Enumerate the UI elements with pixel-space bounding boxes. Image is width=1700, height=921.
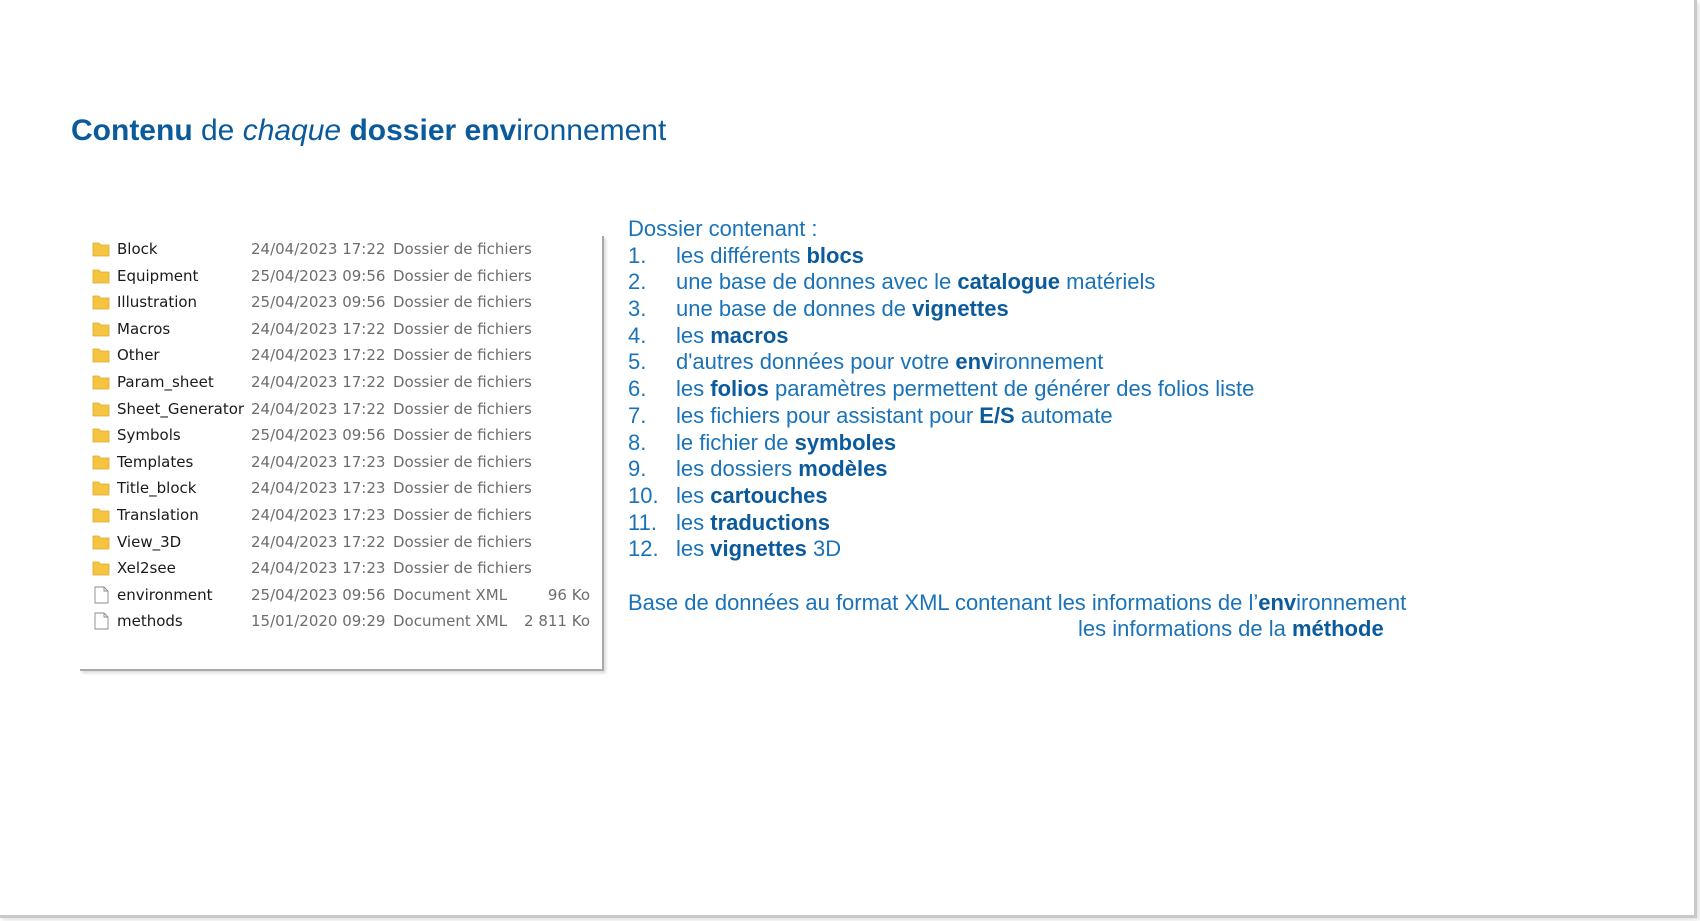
title-word-env: env bbox=[464, 114, 517, 147]
file-type: Dossier de fichiers bbox=[393, 240, 532, 258]
item-text: les dossiers modèles bbox=[676, 456, 888, 482]
item-number: 2. bbox=[628, 269, 647, 295]
file-name: Illustration bbox=[117, 293, 198, 312]
item-text: les vignettes 3D bbox=[676, 536, 842, 562]
spacer bbox=[628, 563, 1628, 590]
item-number: 3. bbox=[628, 296, 647, 322]
item-number: 9. bbox=[628, 456, 647, 482]
item-number: 5. bbox=[628, 349, 647, 375]
item-number: 1. bbox=[628, 242, 647, 268]
xml-document-icon bbox=[92, 612, 110, 630]
list-item bbox=[628, 510, 1628, 537]
file-name: View_3D bbox=[117, 532, 182, 551]
file-date: 24/04/2023 17:22 bbox=[251, 240, 386, 258]
item-text: les folios paramètres permettent de générer des folios liste bbox=[676, 376, 1255, 402]
file-name: environment bbox=[117, 585, 213, 604]
file-date: 24/04/2023 17:23 bbox=[251, 479, 386, 498]
title-word-contenu: Contenu bbox=[71, 114, 193, 147]
file-type: Document XML bbox=[393, 612, 508, 631]
file-name: Symbols bbox=[117, 426, 181, 445]
file-row[interactable] bbox=[80, 582, 602, 608]
list-item bbox=[628, 456, 1628, 483]
list-item bbox=[628, 296, 1628, 323]
folder-icon bbox=[92, 453, 110, 471]
file-date: 24/04/2023 17:23 bbox=[251, 452, 386, 471]
file-row[interactable] bbox=[80, 236, 602, 262]
file-type: Dossier de fichiers bbox=[393, 266, 532, 285]
file-date: 24/04/2023 17:22 bbox=[251, 346, 386, 365]
item-text: le fichier de symboles bbox=[676, 429, 897, 455]
file-row[interactable] bbox=[80, 369, 602, 395]
folder-icon bbox=[92, 320, 110, 338]
folder-description bbox=[628, 216, 1628, 643]
file-row[interactable] bbox=[80, 422, 602, 448]
folder-icon bbox=[92, 293, 110, 311]
file-row[interactable] bbox=[80, 396, 602, 422]
file-name: Macros bbox=[117, 319, 171, 338]
file-row[interactable] bbox=[80, 555, 602, 581]
file-name: Other bbox=[117, 346, 160, 365]
file-name: Xel2see bbox=[117, 559, 176, 578]
file-type: Dossier de fichiers bbox=[393, 426, 532, 445]
list-item bbox=[628, 430, 1628, 457]
item-text: d'autres données pour votre environnement bbox=[676, 349, 1104, 375]
file-name: Equipment bbox=[117, 266, 199, 285]
folder-icon bbox=[92, 267, 110, 285]
list-item bbox=[628, 376, 1628, 403]
file-type: Dossier de fichiers bbox=[393, 506, 532, 524]
folder-icon bbox=[92, 479, 110, 497]
file-type: Dossier de fichiers bbox=[393, 373, 532, 391]
list-item bbox=[628, 243, 1628, 270]
file-row[interactable] bbox=[80, 342, 602, 368]
item-number: 11. bbox=[628, 509, 657, 535]
file-type: Dossier de fichiers bbox=[393, 559, 532, 578]
list-item bbox=[628, 483, 1628, 510]
file-row[interactable] bbox=[80, 449, 602, 475]
item-number: 4. bbox=[628, 322, 647, 348]
folder-icon bbox=[92, 533, 110, 551]
file-date: 24/04/2023 17:23 bbox=[251, 506, 386, 524]
list-item bbox=[628, 349, 1628, 376]
file-name: Sheet_Generator bbox=[117, 399, 245, 418]
file-row[interactable] bbox=[80, 289, 602, 315]
file-type: Dossier de fichiers bbox=[393, 319, 532, 338]
file-type: Dossier de fichiers bbox=[393, 479, 532, 498]
list-item bbox=[628, 269, 1628, 296]
file-name: Title_block bbox=[117, 479, 197, 498]
file-date: 24/04/2023 17:22 bbox=[251, 319, 386, 338]
file-name: methods bbox=[117, 612, 183, 631]
slide-title bbox=[71, 114, 666, 148]
file-row[interactable] bbox=[80, 316, 602, 342]
title-word-dossier: dossier bbox=[349, 114, 457, 147]
file-date: 25/04/2023 09:56 bbox=[251, 426, 386, 445]
list-item bbox=[628, 403, 1628, 430]
folder-icon bbox=[92, 346, 110, 364]
list-item bbox=[628, 323, 1628, 350]
file-row[interactable] bbox=[80, 529, 602, 555]
file-name: Templates bbox=[117, 452, 194, 471]
item-number: 8. bbox=[628, 429, 647, 455]
title-space bbox=[456, 114, 464, 147]
xml-description-line: les informations de la méthode bbox=[1078, 616, 1384, 642]
file-name: Block bbox=[117, 240, 158, 258]
item-number: 10. bbox=[628, 482, 659, 508]
file-type: Dossier de fichiers bbox=[393, 346, 532, 365]
file-row[interactable] bbox=[80, 475, 602, 501]
file-type: Dossier de fichiers bbox=[393, 399, 532, 418]
file-type: Dossier de fichiers bbox=[393, 293, 532, 312]
item-text: les fichiers pour assistant pour E/S automate bbox=[676, 402, 1113, 428]
file-size: 2 811 Ko bbox=[524, 612, 590, 631]
folder-icon bbox=[92, 240, 110, 258]
file-type: Dossier de fichiers bbox=[393, 452, 532, 471]
folder-icon bbox=[92, 373, 110, 391]
file-date: 24/04/2023 17:22 bbox=[251, 532, 386, 551]
item-number: 12. bbox=[628, 536, 659, 562]
xml-document-icon bbox=[92, 586, 110, 604]
list-item bbox=[628, 536, 1628, 563]
folder-icon bbox=[92, 559, 110, 577]
item-text: les différents blocs bbox=[676, 242, 864, 268]
item-text: les macros bbox=[676, 322, 789, 348]
folder-icon bbox=[92, 400, 110, 418]
file-name: Param_sheet bbox=[117, 373, 214, 391]
folder-icon bbox=[92, 426, 110, 444]
file-date: 24/04/2023 17:23 bbox=[251, 559, 386, 578]
item-number: 7. bbox=[628, 402, 647, 428]
file-type: Dossier de fichiers bbox=[393, 532, 532, 551]
file-row[interactable] bbox=[80, 502, 602, 528]
item-text: les traductions bbox=[676, 509, 831, 535]
file-date: 25/04/2023 09:56 bbox=[251, 585, 386, 604]
file-explorer-screenshot bbox=[80, 236, 604, 671]
file-date: 24/04/2023 17:22 bbox=[251, 373, 386, 391]
description-heading: Dossier contenant : bbox=[628, 216, 818, 241]
file-row[interactable] bbox=[80, 263, 602, 289]
item-number: 6. bbox=[628, 376, 647, 402]
xml-description-line: Base de données au format XML contenant les informations de l’environnement bbox=[628, 589, 1407, 615]
item-text: une base de donnes avec le catalogue matériels bbox=[676, 269, 1156, 295]
item-text: les cartouches bbox=[676, 482, 828, 508]
file-date: 25/04/2023 09:56 bbox=[251, 266, 386, 285]
file-date: 15/01/2020 09:29 bbox=[251, 612, 386, 631]
title-word-chaque: chaque bbox=[242, 114, 342, 147]
title-word-de: de bbox=[192, 114, 243, 147]
file-type: Document XML bbox=[393, 585, 508, 604]
file-date: 24/04/2023 17:22 bbox=[251, 399, 386, 418]
file-size: 96 Ko bbox=[547, 585, 590, 604]
title-word-ironnement: ironnement bbox=[516, 114, 667, 147]
file-name: Translation bbox=[117, 506, 199, 524]
folder-icon bbox=[92, 506, 110, 524]
file-row[interactable] bbox=[80, 608, 602, 634]
file-date: 25/04/2023 09:56 bbox=[251, 293, 386, 312]
item-text: une base de donnes de vignettes bbox=[676, 296, 1009, 322]
